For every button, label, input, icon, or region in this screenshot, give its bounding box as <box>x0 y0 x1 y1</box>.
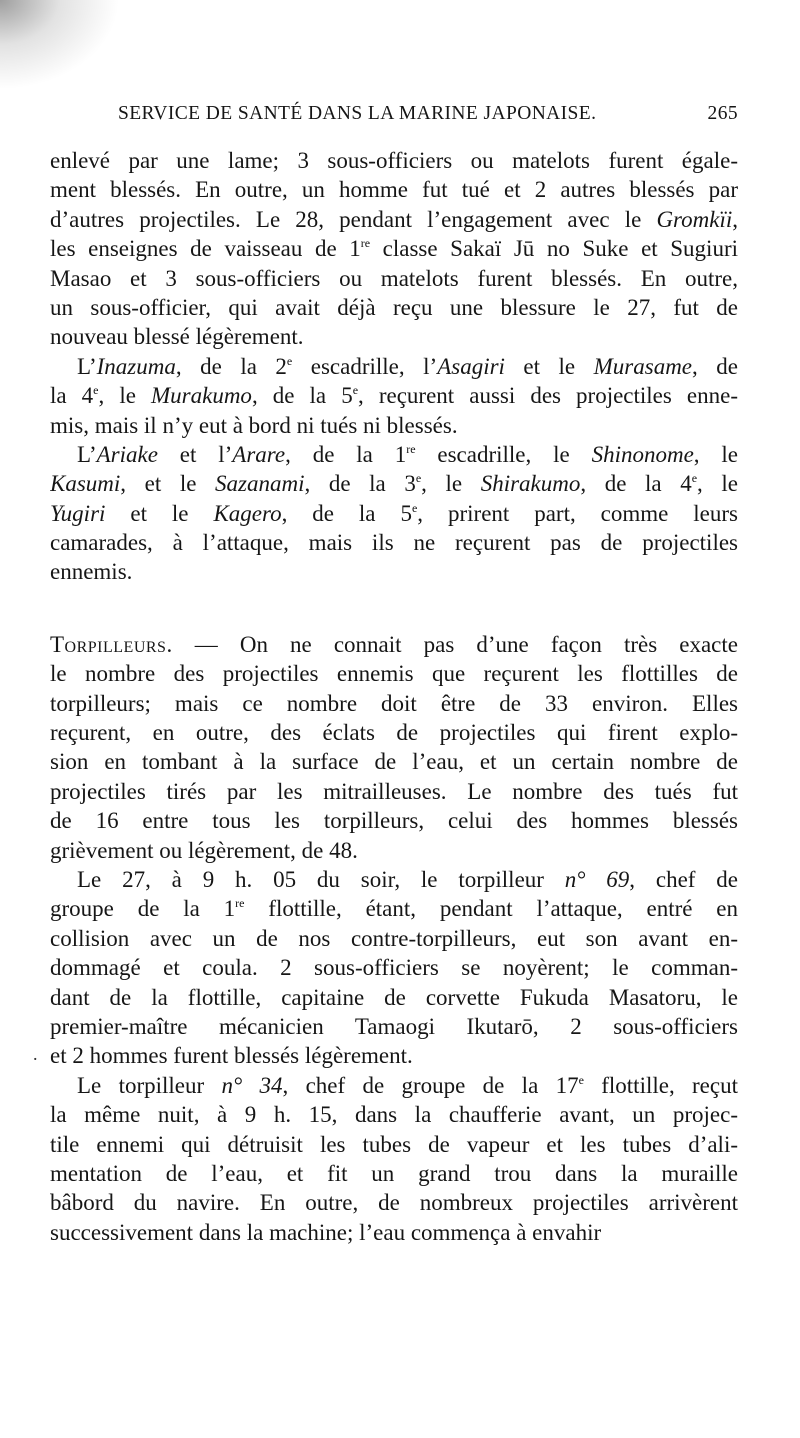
page-number: 265 <box>707 103 738 124</box>
italic-run: Yugiri <box>50 500 106 526</box>
italic-run: Kagero <box>213 500 282 526</box>
text-run: successivement dans la machine; l’eau commença à envahir <box>50 1219 602 1245</box>
text-run: flottille, reçut <box>583 1072 738 1098</box>
italic-run: Sazanami <box>215 471 305 497</box>
running-title: SERVICE DE SANTÉ DANS LA MARINE JAPONAISE. <box>118 103 597 124</box>
text-line <box>50 1130 738 1159</box>
text-line <box>50 469 738 498</box>
paragraph <box>50 630 738 865</box>
italic-run: Inazuma <box>96 353 176 379</box>
text-line <box>50 293 738 322</box>
text-run: , de la 1 <box>285 441 407 467</box>
text-run: , le <box>421 471 481 497</box>
text-run: , de <box>692 353 738 379</box>
text-line <box>50 806 738 835</box>
text-line <box>50 146 738 175</box>
text-run: la 4 <box>50 383 94 409</box>
italic-run: n° 69 <box>564 866 630 892</box>
text-run: Le 27, à 9 h. 05 du soir, le torpilleur <box>77 866 565 892</box>
text-run: le nombre des projectiles ennemis que reçurent les flottilles de <box>50 661 738 687</box>
text-run: collision avec un de nos contre-torpilleurs, eut son avant en- <box>50 925 738 951</box>
text-run: nouveau blessé légèrement. <box>50 324 304 350</box>
text-run: bâbord du navire. En outre, de nombreux projectiles arrivèrent <box>50 1190 738 1216</box>
text-line <box>50 175 738 204</box>
text-line <box>50 352 738 381</box>
text-line <box>50 528 738 557</box>
superscript: e <box>691 471 698 486</box>
text-run: L’ <box>77 441 97 467</box>
section-heading: Torpilleurs. <box>50 631 173 657</box>
text-run: et le <box>504 353 594 379</box>
text-run: d’autres projectiles. Le 28, pendant l’engagement avec le <box>50 206 657 232</box>
italic-run: Gromkïi <box>656 206 733 232</box>
text-run: dant de la flottille, capitaine de corvette Fukuda Masatoru, le <box>50 984 738 1010</box>
text-line <box>50 894 738 923</box>
text-run: dommagé et coula. 2 sous-officiers se noyèrent; le comman- <box>50 955 738 981</box>
text-line <box>50 234 738 263</box>
text-run: les enseignes de vaisseau de 1 <box>50 236 361 262</box>
superscript: re <box>235 896 245 911</box>
text-run: grièvement ou légèrement, de 48. <box>50 837 358 863</box>
text-run: — On ne connait pas d’une façon très exacte <box>172 631 738 657</box>
margin-mark: . <box>33 1044 38 1064</box>
text-run: , et le <box>120 471 216 497</box>
text-run: , le <box>697 471 738 497</box>
text-line <box>50 1100 738 1129</box>
text-run: de 16 entre tous les torpilleurs, celui des hommes blessés <box>50 808 738 834</box>
italic-run: Shinonome <box>591 441 694 467</box>
text-line <box>50 983 738 1012</box>
superscript: re <box>360 236 371 251</box>
text-line <box>50 1041 738 1070</box>
text-run: , le <box>693 441 738 467</box>
superscript: e <box>415 471 422 486</box>
text-line <box>50 718 738 747</box>
body-text <box>50 146 738 1247</box>
text-run: Le torpilleur <box>77 1072 222 1098</box>
text-line <box>50 205 738 234</box>
text-line <box>50 747 738 776</box>
superscript: e <box>352 383 359 398</box>
paragraph <box>50 440 738 587</box>
text-run: et le <box>105 500 214 526</box>
text-line <box>50 381 738 410</box>
text-run: et l’ <box>157 441 233 467</box>
italic-run: Asagiri <box>437 353 505 379</box>
paragraph <box>50 1071 738 1247</box>
text-line <box>50 630 738 659</box>
text-run: ment blessés. En outre, un homme fut tué et 2 autres blessés par <box>50 177 738 203</box>
text-line <box>50 557 738 586</box>
text-run: , prirent part, comme leurs <box>417 500 738 526</box>
text-run: premier-maître mécanicien Tamaogi Ikutarō, 2 sous-officiers <box>50 1013 738 1039</box>
text-run: et 2 hommes furent blessés légèrement. <box>50 1043 413 1069</box>
superscript: e <box>578 1072 584 1087</box>
text-run: , de la 4 <box>580 471 692 497</box>
text-run: un sous-officier, qui avait déjà reçu une blessure le 27, fut de <box>50 294 738 320</box>
text-line <box>50 953 738 982</box>
text-run: Masao et 3 sous-officiers ou matelots furent blessés. En outre, <box>50 265 738 291</box>
text-run: , de la 5 <box>281 500 412 526</box>
text-run: , reçurent aussi des projectiles enne- <box>358 383 738 409</box>
text-line <box>50 411 738 440</box>
paragraph <box>50 146 738 352</box>
text-run: flottille, étant, pendant l’attaque, entré en <box>244 896 738 922</box>
superscript: re <box>406 441 416 456</box>
text-run: mis, mais il n’y eut à bord ni tués ni blessés. <box>50 412 458 438</box>
text-line <box>50 1159 738 1188</box>
text-run: tile ennemi qui détruisit les tubes de vapeur et les tubes d’ali- <box>50 1131 738 1157</box>
superscript: e <box>411 500 418 515</box>
text-line <box>50 865 738 894</box>
text-run: , chef de <box>629 866 738 892</box>
text-run: mentation de l’eau, et fit un grand trou dans la muraille <box>50 1160 738 1186</box>
text-run: ennemis. <box>50 559 133 585</box>
text-line <box>50 1188 738 1217</box>
text-line <box>50 440 738 469</box>
text-run: , le <box>98 383 151 409</box>
text-line <box>50 322 738 351</box>
text-line <box>50 264 738 293</box>
paragraph <box>50 352 738 440</box>
text-run: camarades, à l’attaque, mais ils ne reçurent pas de projectiles <box>50 530 738 556</box>
paragraph <box>50 865 738 1071</box>
text-run: groupe de la 1 <box>50 896 236 922</box>
text-run: enlevé par une lame; 3 sous-officiers ou matelots furent égale- <box>50 148 738 173</box>
superscript: e <box>286 353 293 368</box>
text-run: projectiles tirés par les mitrailleuses. Le nombre des tués fut <box>50 778 738 804</box>
text-line <box>50 659 738 688</box>
text-line <box>50 1071 738 1100</box>
text-run: , chef de groupe de la 17 <box>282 1072 579 1098</box>
text-run: , <box>732 206 738 232</box>
text-run: , de la 3 <box>304 471 416 497</box>
italic-run: Murakumo <box>151 383 252 409</box>
text-line <box>50 1218 738 1247</box>
text-line <box>50 836 738 865</box>
text-run: escadrille, l’ <box>292 353 438 379</box>
text-run: classe Sakaï Jū no Suke et Sugiuri <box>370 236 738 262</box>
scan-corner-shadow <box>0 0 120 90</box>
text-run: la même nuit, à 9 h. 15, dans la chaufferie avant, un projec- <box>50 1102 738 1128</box>
section-spacer <box>50 587 738 630</box>
italic-run: Arare <box>232 441 286 467</box>
text-line <box>50 1012 738 1041</box>
text-run: escadrille, le <box>415 441 592 467</box>
text-run: reçurent, en outre, des éclats de projectiles qui firent explo- <box>50 720 738 746</box>
italic-run: Murasame <box>593 353 693 379</box>
text-line <box>50 499 738 528</box>
text-run: L’ <box>77 353 97 379</box>
text-line <box>50 777 738 806</box>
italic-run: Kasumi <box>50 471 121 497</box>
italic-run: Ariake <box>96 441 158 467</box>
italic-run: n° 34 <box>221 1072 283 1098</box>
text-line <box>50 924 738 953</box>
text-run: , de la 2 <box>175 353 287 379</box>
italic-run: Shirakumo <box>480 471 581 497</box>
superscript: e <box>93 383 99 398</box>
text-run: sion en tombant à la surface de l’eau, et un certain nombre de <box>50 749 738 775</box>
text-run: , de la 5 <box>251 383 353 409</box>
text-run: torpilleurs; mais ce nombre doit être de 33 environ. Elles <box>50 690 738 716</box>
text-line <box>50 689 738 718</box>
